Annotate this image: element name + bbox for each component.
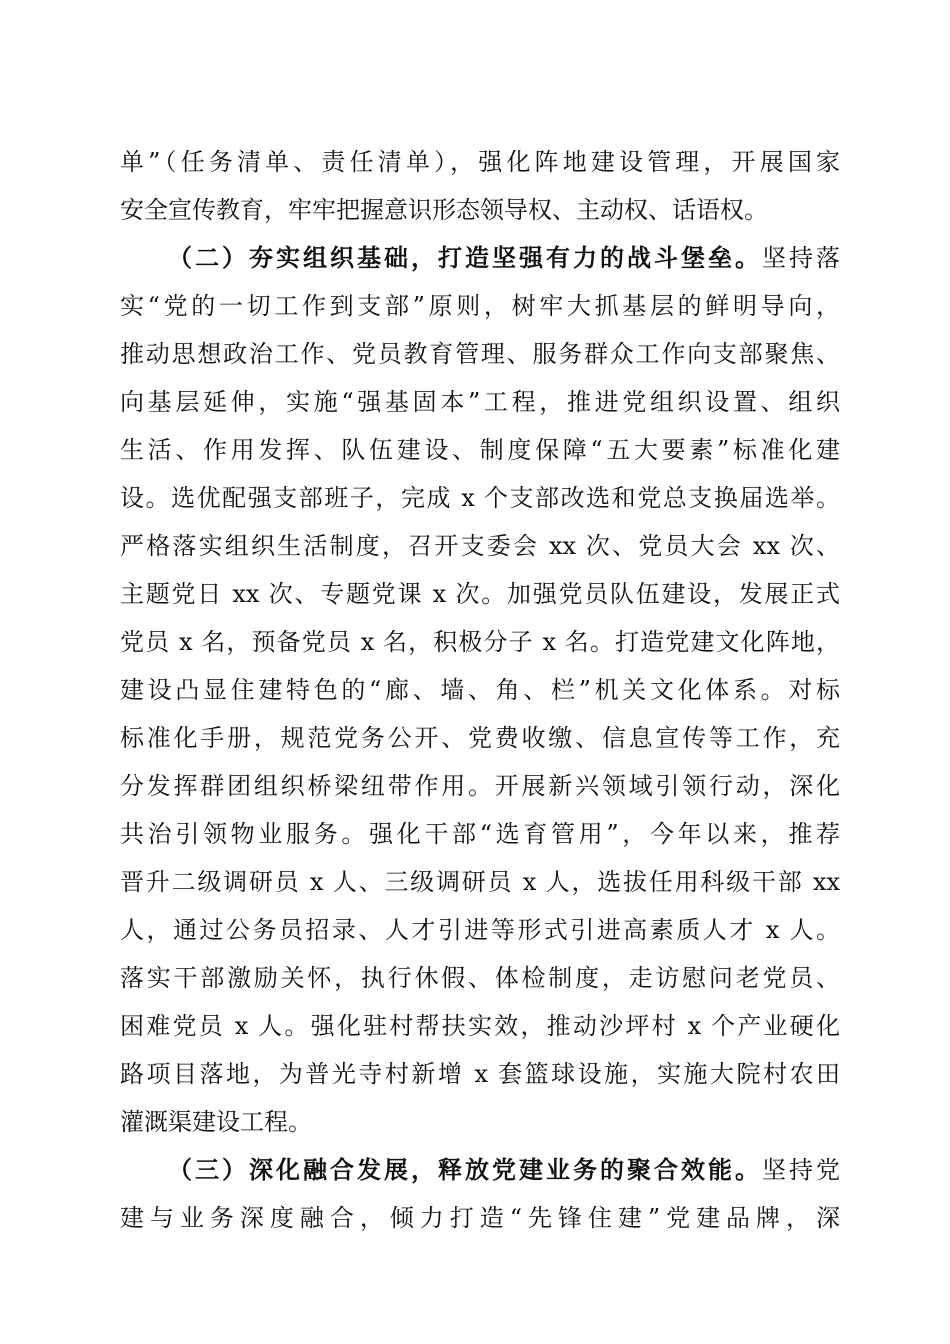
text-line: 分发挥群团组织桥梁纽带作用。开展新兴领域引领行动，深化: [120, 772, 840, 800]
section-heading-2: （二）夯实组织基础，打造坚强有力的战斗堡垒。: [168, 243, 762, 272]
text-line: 灌溉渠建设工程。: [120, 1108, 312, 1136]
text-line: 单”（任务清单、责任清单），强化阵地建设管理，开展国家: [120, 148, 840, 176]
text-span: 坚持落: [762, 244, 840, 272]
paragraph-heading-line: [168, 236, 840, 280]
text-line: 困难党员 x 人。强化驻村帮扶实效，推动沙坪村 x 个产业硬化: [120, 1012, 840, 1040]
text-line: 晋升二级调研员 x 人、三级调研员 x 人，选拔任用科级干部 xx: [120, 868, 840, 896]
text-line: 主题党日 xx 次、专题党课 x 次。加强党员队伍建设，发展正式: [120, 580, 840, 608]
text-line: 建与业务深度融合，倾力打造“先锋住建”党建品牌，深: [120, 1204, 840, 1232]
paragraph-heading-line: [168, 1148, 840, 1192]
text-line: 标准化手册，规范党务公开、党费收缴、信息宣传等工作，充: [120, 724, 840, 752]
text-line: 路项目落地，为普光寺村新增 x 套篮球设施，实施大院村农田: [120, 1060, 840, 1088]
text-line: 向基层延伸，实施“强基固本”工程，推进党组织设置、组织: [120, 388, 840, 416]
text-line: 实“党的一切工作到支部”原则，树牢大抓基层的鲜明导向，: [120, 292, 840, 320]
text-line: 生活、作用发挥、队伍建设、制度保障“五大要素”标准化建: [120, 436, 840, 464]
text-line: 建设凸显住建特色的“廊、墙、角、栏”机关文化体系。对标: [120, 676, 840, 704]
text-line: 设。选优配强支部班子，完成 x 个支部改选和党总支换届选举。: [120, 484, 840, 512]
text-span: 坚持党: [762, 1156, 840, 1184]
section-heading-3: （三）深化融合发展，释放党建业务的聚合效能。: [168, 1155, 762, 1184]
text-line: 推动思想政治工作、党员教育管理、服务群众工作向支部聚焦、: [120, 340, 840, 368]
text-line: 人，通过公务员招录、人才引进等形式引进高素质人才 x 人。: [120, 916, 840, 944]
text-line: 党员 x 名，预备党员 x 名，积极分子 x 名。打造党建文化阵地，: [120, 628, 840, 656]
text-line: 严格落实组织生活制度，召开支委会 xx 次、党员大会 xx 次、: [120, 532, 840, 560]
text-line: 共治引领物业服务。强化干部“选育管用”，今年以来，推荐: [120, 820, 840, 848]
text-line: 安全宣传教育，牢牢把握意识形态领导权、主动权、话语权。: [120, 196, 768, 224]
text-line: 落实干部激励关怀，执行休假、体检制度，走访慰问老党员、: [120, 964, 840, 992]
